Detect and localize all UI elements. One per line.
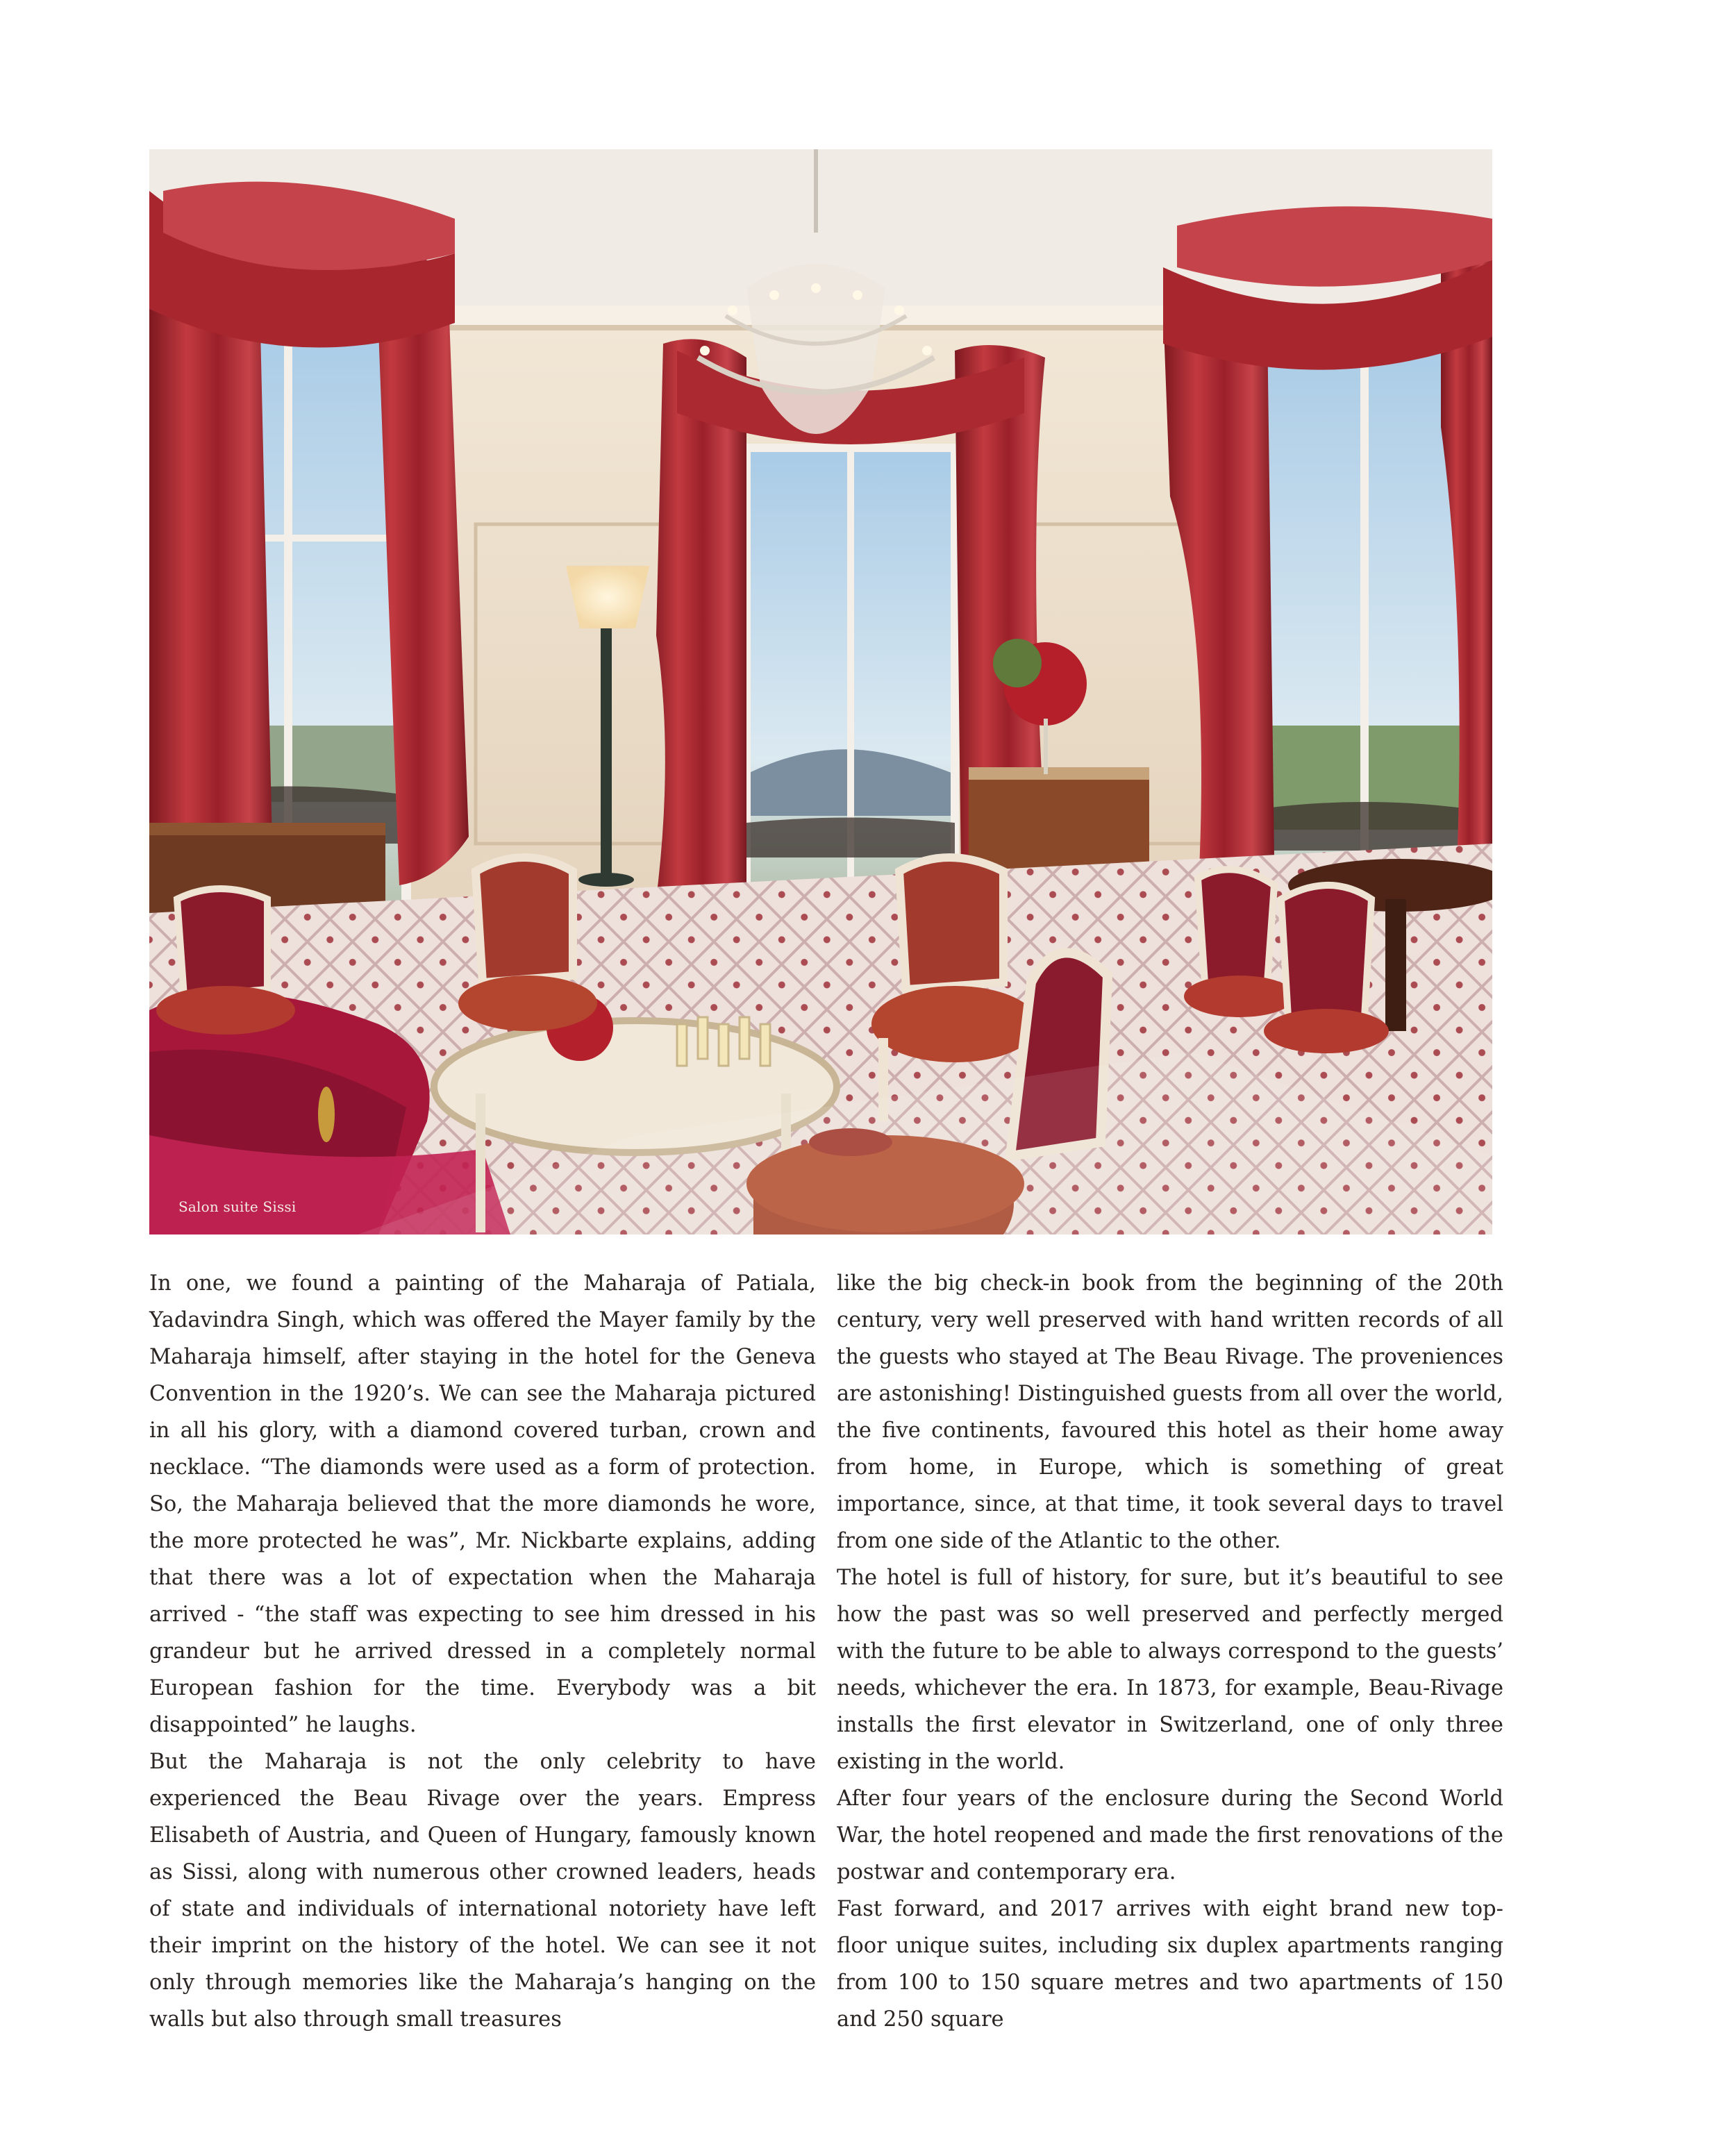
article-right-column — [837, 1265, 1503, 2038]
left-paragraph-2: But the Maharaja is not the only celebrity to have experienced the Beau Rivage over the years. Empress Elisabeth of Austria, and Queen of Hungary, famously known as Sissi, along with numerous other crowned leaders, heads of state and individuals of international notoriety have left their imprint on the history of the hotel. We can see it not only through memories like the Maharaja’s hanging on the walls but also through small treasures — [149, 1750, 816, 2032]
article-left-column — [149, 1265, 816, 2038]
salon-illustration — [149, 149, 1492, 1234]
photo-caption: Salon suite Sissi — [178, 1198, 297, 1215]
right-paragraph-4: Fast forward, and 2017 arrives with eight brand new top-floor unique suites, including six duplex apartments ranging from 100 to 150 square metres and two apartments of 150 and 250 square — [837, 1897, 1503, 2032]
left-paragraph-1: In one, we found a painting of the Maharaja of Patiala, Yadavindra Singh, which was offered the Mayer family by the Maharaja himself, after staying in the hotel for the Geneva Convention in the 1920’s. We can see the Maharaja pictured in all his glory, with a diamond covered turban, crown and necklace. “The diamonds were used as a form of protection. So, the Maharaja believed that the more diamonds he wore, the more protected he was”, Mr. Nickbarte explains, adding that there was a lot of expectation when the Maharaja arrived - “the staff was expecting to see him dressed in his grandeur but he arrived dressed in a completely normal European fashion for the time. Everybody was a bit disappointed” he laughs. — [149, 1271, 816, 1737]
right-paragraph-2: The hotel is full of history, for sure, but it’s beautiful to see how the past was so well preserved and perfectly merged with the future to be able to always correspond to the guests’ needs, whichever the era. In 1873, for example, Beau-Rivage installs the first elevator in Switzerland, one of only three existing in the world. — [837, 1566, 1503, 1774]
right-paragraph-1: like the big check-in book from the beginning of the 20th century, very well preserved with hand written records of all the guests who stayed at The Beau Rivage. The proveniences are astonishing! Distinguished guests from all over the world, the five continents, favoured this hotel as their home away from home, in Europe, which is something of great importance, since, at that time, it took several days to travel from one side of the Atlantic to the other. — [837, 1271, 1503, 1553]
hotel-salon-photo — [149, 149, 1492, 1234]
right-paragraph-3: After four years of the enclosure during the Second World War, the hotel reopened and made the first renovations of the postwar and contemporary era. — [837, 1786, 1503, 1884]
